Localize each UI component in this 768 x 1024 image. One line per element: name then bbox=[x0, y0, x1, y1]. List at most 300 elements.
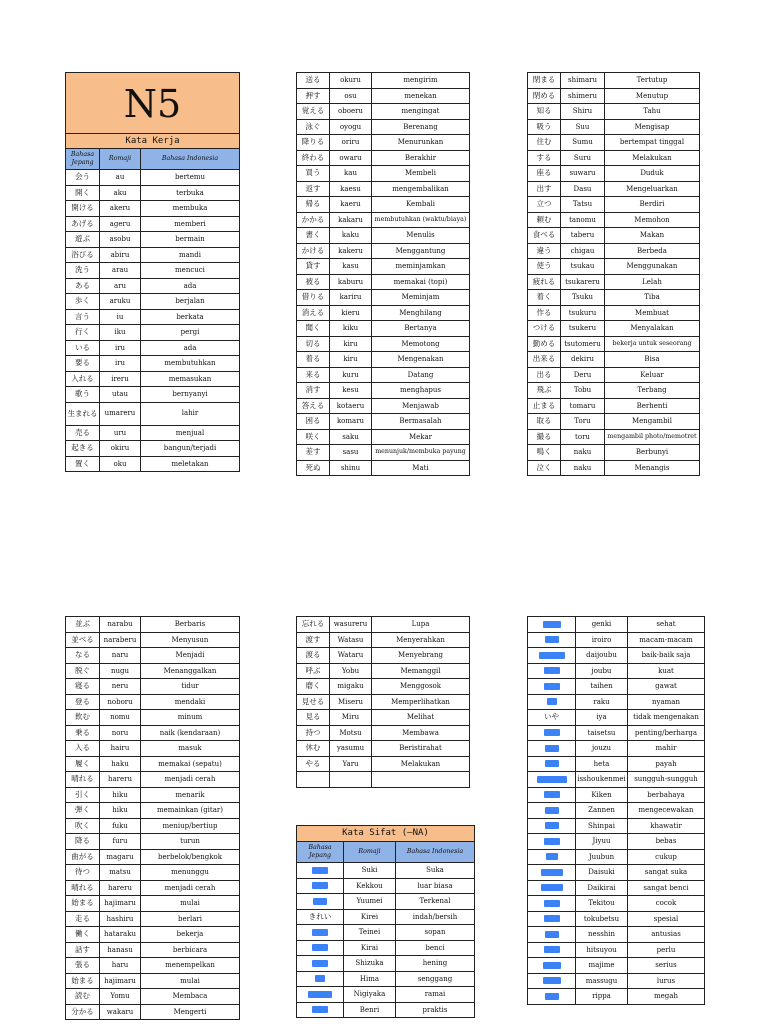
table-row bbox=[528, 973, 705, 989]
redacted-mark bbox=[312, 1006, 328, 1013]
table-row bbox=[528, 927, 705, 943]
table-row bbox=[66, 973, 240, 989]
table-row bbox=[528, 911, 705, 927]
table-row bbox=[528, 150, 700, 166]
cell-meaning: Berbaris bbox=[141, 617, 240, 633]
cell-meaning: bekerja bbox=[141, 927, 240, 943]
cell-jp: 着る bbox=[297, 352, 330, 368]
cell-jp: 見る bbox=[297, 710, 330, 726]
table-row bbox=[528, 336, 700, 352]
cell-meaning: minum bbox=[141, 710, 240, 726]
cell-jp: 違う bbox=[528, 243, 561, 259]
cell-meaning: baik-baik saja bbox=[628, 648, 705, 664]
cell-romaji: oriru bbox=[330, 135, 372, 151]
cell-romaji: okiru bbox=[100, 441, 141, 457]
cell-jp: 来る bbox=[297, 367, 330, 383]
cell-jp: 泳ぐ bbox=[297, 119, 330, 135]
table-row bbox=[528, 352, 700, 368]
cell-meaning: cocok bbox=[628, 896, 705, 912]
redacted-mark bbox=[544, 946, 560, 953]
cell-meaning: Berenang bbox=[372, 119, 470, 135]
cell-romaji: Kekkou bbox=[344, 878, 396, 894]
table-row bbox=[528, 834, 705, 850]
table-row bbox=[66, 294, 240, 310]
cell-meaning: mengambil photo/memotret bbox=[605, 429, 700, 445]
cell-romaji: oboeru bbox=[330, 104, 372, 120]
cell-jp: 洗う bbox=[66, 263, 100, 279]
table-row bbox=[66, 185, 240, 201]
cell-meaning: Tertutup bbox=[605, 73, 700, 89]
cell-jp: 座る bbox=[528, 166, 561, 182]
cell-romaji: aruku bbox=[100, 294, 141, 310]
cell-meaning bbox=[372, 772, 470, 788]
cell-meaning: Memohon bbox=[605, 212, 700, 228]
cell-jp bbox=[528, 694, 576, 710]
table-row bbox=[528, 367, 700, 383]
cell-meaning: menunggu bbox=[141, 865, 240, 881]
cell-jp: 困る bbox=[297, 414, 330, 430]
table-row bbox=[528, 880, 705, 896]
cell-jp: 吸う bbox=[528, 119, 561, 135]
table-row bbox=[66, 402, 240, 425]
cell-meaning: Berdiri bbox=[605, 197, 700, 213]
cell-romaji: Juubun bbox=[576, 849, 628, 865]
cell-jp: きれい bbox=[297, 909, 344, 925]
cell-romaji: naku bbox=[561, 460, 605, 476]
cell-meaning: membuka bbox=[141, 201, 240, 217]
cell-romaji: tsukau bbox=[561, 259, 605, 275]
cell-meaning: macam-macam bbox=[628, 632, 705, 648]
table-row bbox=[528, 119, 700, 135]
cell-meaning: indah/bersih bbox=[396, 909, 475, 925]
table-row bbox=[297, 429, 470, 445]
cell-meaning: Mati bbox=[372, 460, 470, 476]
cell-jp: 言う bbox=[66, 309, 100, 325]
cell-jp bbox=[297, 772, 330, 788]
table-row bbox=[297, 679, 470, 695]
table-row bbox=[66, 958, 240, 974]
table-row bbox=[528, 197, 700, 213]
cell-romaji: rippa bbox=[576, 989, 628, 1005]
table-row bbox=[297, 956, 475, 972]
cell-meaning: berbelok/bengkok bbox=[141, 849, 240, 865]
cell-jp: 分かる bbox=[66, 1004, 100, 1020]
cell-jp bbox=[528, 973, 576, 989]
table-row bbox=[297, 73, 470, 89]
cell-romaji: matsu bbox=[100, 865, 141, 881]
cell-romaji: kiru bbox=[330, 336, 372, 352]
cell-jp: 歌う bbox=[66, 387, 100, 403]
cell-jp: いや bbox=[528, 710, 576, 726]
redacted-mark bbox=[315, 975, 325, 982]
cell-jp: 差す bbox=[297, 445, 330, 461]
cell-romaji: majime bbox=[576, 958, 628, 974]
table-row bbox=[528, 166, 700, 182]
cell-romaji: Tobu bbox=[561, 383, 605, 399]
table-row bbox=[528, 958, 705, 974]
redacted-mark bbox=[544, 791, 560, 798]
cell-jp: 鳴く bbox=[528, 445, 561, 461]
table-row bbox=[297, 212, 470, 228]
cell-meaning: Menutup bbox=[605, 88, 700, 104]
table-row bbox=[66, 787, 240, 803]
redacted-mark bbox=[545, 636, 559, 643]
cell-jp: 閉まる bbox=[528, 73, 561, 89]
redacted-mark bbox=[539, 652, 565, 659]
table-row bbox=[297, 228, 470, 244]
cell-romaji: yasumu bbox=[330, 741, 372, 757]
cell-romaji: magaru bbox=[100, 849, 141, 865]
table-row bbox=[528, 725, 705, 741]
table-row bbox=[66, 865, 240, 881]
cell-romaji: Shiru bbox=[561, 104, 605, 120]
cell-meaning: Bertanya bbox=[372, 321, 470, 337]
table-row bbox=[297, 710, 470, 726]
cell-romaji: Benri bbox=[344, 1002, 396, 1018]
cell-jp: 待つ bbox=[66, 865, 100, 881]
cell-romaji: Miseru bbox=[330, 694, 372, 710]
cell-romaji: kau bbox=[330, 166, 372, 182]
cell-meaning: lurus bbox=[628, 973, 705, 989]
table-row bbox=[528, 228, 700, 244]
cell-jp bbox=[528, 865, 576, 881]
n5-title-box bbox=[65, 72, 240, 134]
table-row bbox=[528, 398, 700, 414]
verb-table-3 bbox=[527, 72, 700, 476]
table-row bbox=[66, 170, 240, 186]
col-header-romaji: Romaji bbox=[344, 842, 396, 863]
table-row bbox=[297, 336, 470, 352]
cell-jp: 曲がる bbox=[66, 849, 100, 865]
cell-jp: 覚える bbox=[297, 104, 330, 120]
cell-meaning: Membuat bbox=[605, 305, 700, 321]
redacted-mark bbox=[544, 667, 560, 674]
cell-jp: 会う bbox=[66, 170, 100, 186]
cell-romaji: iya bbox=[576, 710, 628, 726]
table-row bbox=[297, 617, 470, 633]
cell-jp: 並べる bbox=[66, 632, 100, 648]
redacted-mark bbox=[545, 760, 559, 767]
cell-jp bbox=[528, 772, 576, 788]
cell-meaning: Membaca bbox=[141, 989, 240, 1005]
cell-romaji: kakeru bbox=[330, 243, 372, 259]
table-row bbox=[528, 259, 700, 275]
cell-romaji: iroiro bbox=[576, 632, 628, 648]
redacted-mark bbox=[545, 931, 559, 938]
cell-romaji: naru bbox=[100, 648, 141, 664]
cell-meaning: antusias bbox=[628, 927, 705, 943]
cell-meaning: menjadi cerah bbox=[141, 772, 240, 788]
cell-jp bbox=[297, 940, 344, 956]
table-row bbox=[66, 896, 240, 912]
cell-jp: 始まる bbox=[66, 896, 100, 912]
cell-meaning: bertempat tinggal bbox=[605, 135, 700, 151]
cell-romaji: kiru bbox=[330, 352, 372, 368]
cell-romaji: noru bbox=[100, 725, 141, 741]
cell-meaning: gawat bbox=[628, 679, 705, 695]
redacted-mark bbox=[544, 838, 560, 845]
cell-romaji: neru bbox=[100, 679, 141, 695]
cell-romaji: abiru bbox=[100, 247, 141, 263]
cell-romaji: kaesu bbox=[330, 181, 372, 197]
table-row bbox=[297, 971, 475, 987]
col-header-jp: Bahasa Jepang bbox=[297, 842, 344, 863]
cell-meaning: Menyusun bbox=[141, 632, 240, 648]
cell-romaji: iru bbox=[100, 356, 141, 372]
cell-meaning: berbicara bbox=[141, 942, 240, 958]
table-row bbox=[297, 648, 470, 664]
cell-jp: 貸す bbox=[297, 259, 330, 275]
cell-jp: 働く bbox=[66, 927, 100, 943]
table-row bbox=[297, 321, 470, 337]
cell-jp: 出る bbox=[528, 367, 561, 383]
cell-jp: かかる bbox=[297, 212, 330, 228]
cell-meaning: menempelkan bbox=[141, 958, 240, 974]
cell-jp: 頼む bbox=[528, 212, 561, 228]
redacted-mark bbox=[547, 698, 557, 705]
redacted-mark bbox=[312, 944, 328, 951]
cell-meaning: Menggantung bbox=[372, 243, 470, 259]
cell-romaji: sasu bbox=[330, 445, 372, 461]
table-row bbox=[297, 367, 470, 383]
cell-romaji: aru bbox=[100, 278, 141, 294]
cell-meaning: luar biasa bbox=[396, 878, 475, 894]
redacted-mark bbox=[312, 960, 328, 967]
cell-meaning: turun bbox=[141, 834, 240, 850]
cell-jp: 脱ぐ bbox=[66, 663, 100, 679]
cell-romaji: iu bbox=[100, 309, 141, 325]
cell-meaning: menghapus bbox=[372, 383, 470, 399]
table-row bbox=[297, 632, 470, 648]
cell-romaji: tokubetsu bbox=[576, 911, 628, 927]
table-row bbox=[66, 425, 240, 441]
table-row bbox=[297, 243, 470, 259]
cell-meaning: Tiba bbox=[605, 290, 700, 306]
cell-romaji: ageru bbox=[100, 216, 141, 232]
cell-meaning: kuat bbox=[628, 663, 705, 679]
cell-romaji: kaku bbox=[330, 228, 372, 244]
cell-jp: 忘れる bbox=[297, 617, 330, 633]
cell-meaning: Menurunkan bbox=[372, 135, 470, 151]
cell-jp: 晴れる bbox=[66, 880, 100, 896]
cell-jp bbox=[528, 942, 576, 958]
cell-jp bbox=[528, 958, 576, 974]
table-row bbox=[528, 445, 700, 461]
cell-jp: 開く bbox=[66, 185, 100, 201]
cell-romaji: hiku bbox=[100, 803, 141, 819]
cell-romaji: Kirai bbox=[344, 940, 396, 956]
table-row bbox=[66, 441, 240, 457]
cell-romaji: noboru bbox=[100, 694, 141, 710]
cell-meaning: payah bbox=[628, 756, 705, 772]
cell-jp bbox=[528, 880, 576, 896]
redacted-mark bbox=[545, 822, 559, 829]
cell-meaning: Kembali bbox=[372, 197, 470, 213]
cell-romaji: wasureru bbox=[330, 617, 372, 633]
table-row bbox=[528, 989, 705, 1005]
table-row bbox=[528, 648, 705, 664]
cell-jp: 売る bbox=[66, 425, 100, 441]
table-row bbox=[297, 460, 470, 476]
cell-romaji: Zannen bbox=[576, 803, 628, 819]
cell-meaning: Menjadi bbox=[141, 648, 240, 664]
cell-romaji: Deru bbox=[561, 367, 605, 383]
cell-meaning: mulai bbox=[141, 896, 240, 912]
cell-romaji: hajimaru bbox=[100, 973, 141, 989]
cell-romaji: wakaru bbox=[100, 1004, 141, 1020]
cell-romaji: aku bbox=[100, 185, 141, 201]
table-row bbox=[66, 263, 240, 279]
cell-meaning: Melihat bbox=[372, 710, 470, 726]
cell-meaning: tidak mengenakan bbox=[628, 710, 705, 726]
cell-meaning: bernyanyi bbox=[141, 387, 240, 403]
cell-jp bbox=[297, 925, 344, 941]
table-row bbox=[528, 383, 700, 399]
cell-jp: やる bbox=[297, 756, 330, 772]
cell-jp: 出す bbox=[528, 181, 561, 197]
cell-jp: 知る bbox=[528, 104, 561, 120]
table-row bbox=[297, 725, 470, 741]
redacted-mark bbox=[544, 900, 560, 907]
cell-romaji: Hima bbox=[344, 971, 396, 987]
cell-jp: 寝る bbox=[66, 679, 100, 695]
cell-romaji: umareru bbox=[100, 402, 141, 425]
table-row bbox=[528, 274, 700, 290]
table-row bbox=[528, 865, 705, 881]
redacted-mark bbox=[308, 991, 332, 998]
redacted-mark bbox=[541, 884, 563, 891]
cell-romaji: suwaru bbox=[561, 166, 605, 182]
redacted-mark bbox=[312, 867, 328, 874]
table-row bbox=[528, 632, 705, 648]
cell-meaning: Mengeluarkan bbox=[605, 181, 700, 197]
cell-romaji: toru bbox=[561, 429, 605, 445]
cell-meaning: megah bbox=[628, 989, 705, 1005]
cell-jp bbox=[297, 971, 344, 987]
cell-romaji: hareru bbox=[100, 880, 141, 896]
cell-romaji: saku bbox=[330, 429, 372, 445]
table-row bbox=[297, 305, 470, 321]
table-row bbox=[528, 414, 700, 430]
cell-meaning: berbahaya bbox=[628, 787, 705, 803]
kata-kerja-label: Kata Kerja bbox=[65, 133, 240, 149]
cell-jp: 並ぶ bbox=[66, 617, 100, 633]
table-row bbox=[528, 741, 705, 757]
cell-jp: 要る bbox=[66, 356, 100, 372]
cell-romaji: hashiru bbox=[100, 911, 141, 927]
cell-jp: 書く bbox=[297, 228, 330, 244]
cell-romaji: naraberu bbox=[100, 632, 141, 648]
cell-romaji: Kiken bbox=[576, 787, 628, 803]
cell-jp: 弾く bbox=[66, 803, 100, 819]
cell-jp: 遊ぶ bbox=[66, 232, 100, 248]
cell-jp: 飛ぶ bbox=[528, 383, 561, 399]
cell-romaji: hanasu bbox=[100, 942, 141, 958]
cell-jp: なる bbox=[66, 648, 100, 664]
cell-romaji: Tatsu bbox=[561, 197, 605, 213]
cell-meaning: Lelah bbox=[605, 274, 700, 290]
cell-romaji: Dasu bbox=[561, 181, 605, 197]
cell-jp: あげる bbox=[66, 216, 100, 232]
cell-meaning: nyaman bbox=[628, 694, 705, 710]
table-row bbox=[297, 135, 470, 151]
cell-jp bbox=[528, 663, 576, 679]
cell-jp bbox=[528, 725, 576, 741]
cell-meaning: memakai (sepatu) bbox=[141, 756, 240, 772]
table-row bbox=[66, 1004, 240, 1020]
table-row bbox=[297, 181, 470, 197]
cell-romaji: nomu bbox=[100, 710, 141, 726]
cell-meaning: berlari bbox=[141, 911, 240, 927]
cell-meaning: bermain bbox=[141, 232, 240, 248]
table-row bbox=[297, 741, 470, 757]
table-row bbox=[297, 104, 470, 120]
cell-jp: 住む bbox=[528, 135, 561, 151]
cell-romaji: ireru bbox=[100, 371, 141, 387]
cell-romaji: uru bbox=[100, 425, 141, 441]
cell-jp: 返す bbox=[297, 181, 330, 197]
cell-jp: 作る bbox=[528, 305, 561, 321]
cell-jp bbox=[297, 956, 344, 972]
cell-meaning: sehat bbox=[628, 617, 705, 633]
cell-romaji: Teinei bbox=[344, 925, 396, 941]
cell-jp bbox=[528, 927, 576, 943]
cell-romaji: osu bbox=[330, 88, 372, 104]
cell-romaji: oyogu bbox=[330, 119, 372, 135]
cell-romaji: Yaru bbox=[330, 756, 372, 772]
cell-romaji: kariru bbox=[330, 290, 372, 306]
cell-romaji: komaru bbox=[330, 414, 372, 430]
cell-jp: 晴れる bbox=[66, 772, 100, 788]
cell-romaji: Sumu bbox=[561, 135, 605, 151]
cell-jp: 入れる bbox=[66, 371, 100, 387]
cell-meaning: Beristirahat bbox=[372, 741, 470, 757]
cell-romaji: Yomu bbox=[100, 989, 141, 1005]
cell-romaji: Nigiyaka bbox=[344, 987, 396, 1003]
table-row bbox=[66, 632, 240, 648]
cell-jp: ある bbox=[66, 278, 100, 294]
cell-meaning: mencuci bbox=[141, 263, 240, 279]
table-row bbox=[297, 894, 475, 910]
cell-jp: 生まれる bbox=[66, 402, 100, 425]
table-row bbox=[297, 694, 470, 710]
redacted-mark bbox=[541, 869, 563, 876]
table-row bbox=[66, 617, 240, 633]
cell-jp: 着く bbox=[528, 290, 561, 306]
table-row bbox=[66, 694, 240, 710]
table-row bbox=[528, 290, 700, 306]
cell-meaning: Datang bbox=[372, 367, 470, 383]
table-row bbox=[528, 896, 705, 912]
table-row bbox=[528, 88, 700, 104]
table-row bbox=[297, 290, 470, 306]
table-row bbox=[297, 863, 475, 879]
cell-romaji: hajimaru bbox=[100, 896, 141, 912]
cell-romaji: Jiyuu bbox=[576, 834, 628, 850]
cell-jp bbox=[528, 803, 576, 819]
cell-meaning: ada bbox=[141, 340, 240, 356]
redacted-mark bbox=[543, 977, 561, 984]
table-row bbox=[528, 803, 705, 819]
cell-meaning: membutuhkan bbox=[141, 356, 240, 372]
page-title: N5 bbox=[123, 82, 182, 126]
cell-romaji: joubu bbox=[576, 663, 628, 679]
cell-jp: 消す bbox=[297, 383, 330, 399]
cell-meaning: memberi bbox=[141, 216, 240, 232]
cell-jp: 引く bbox=[66, 787, 100, 803]
cell-meaning: praktis bbox=[396, 1002, 475, 1018]
cell-meaning: Memanggil bbox=[372, 663, 470, 679]
